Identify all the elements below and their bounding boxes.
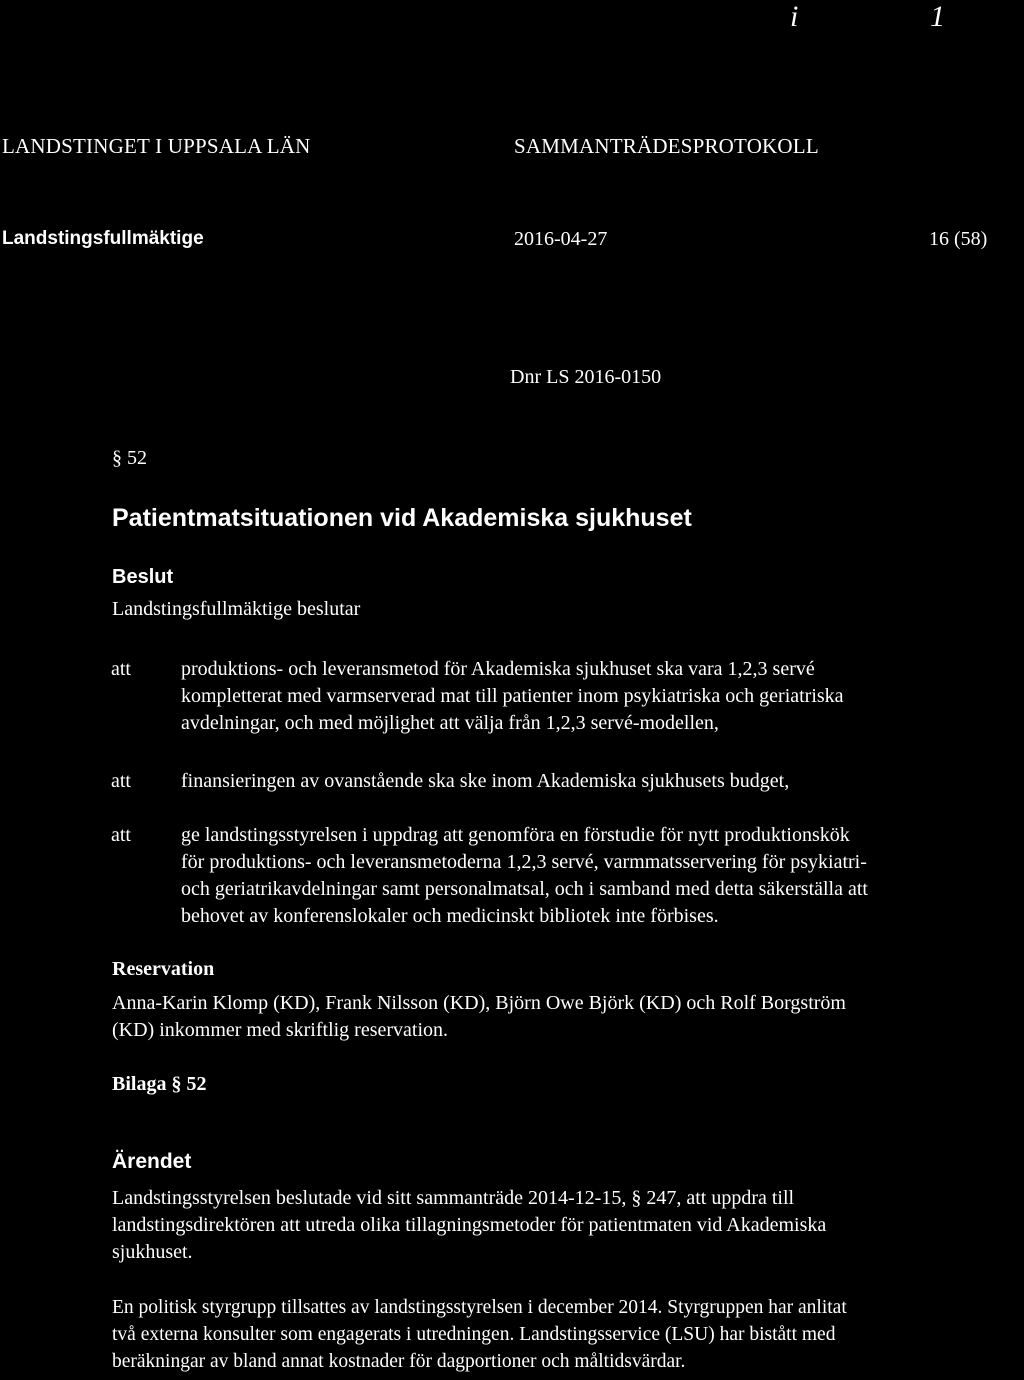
decision-item-1-line-2: kompletterat med varmserverad mat till patienter inom psykiatriska och geriatriska	[181, 685, 844, 707]
arendet-p2-line-1: En politisk styrgrupp tillsattes av landstingsstyrelsen i december 2014. Styrgruppen har anlitat	[112, 1297, 847, 1318]
decision-item-1-label: att	[111, 658, 131, 680]
meeting-date: 2016-04-27	[514, 228, 608, 250]
beslut-intro: Landstingsfullmäktige beslutar	[112, 598, 361, 620]
organization-name: LANDSTINGET I UPPSALA LÄN	[2, 134, 311, 158]
reservation-text	[112, 990, 1017, 1044]
reservation-line-2: (KD) inkommer med skriftlig reservation.	[112, 1019, 449, 1041]
arendet-p1-line-1: Landstingsstyrelsen beslutade vid sitt sammanträde 2014-12-15, § 247, att uppdra till	[112, 1187, 795, 1209]
decision-item-2-label: att	[111, 770, 131, 792]
decision-item-3-line-2: för produktions- och leveransmetoderna 1,2,3 servé, varmmatsservering för psykiatri-	[181, 851, 867, 873]
arendet-paragraph-2	[112, 1294, 1022, 1375]
decision-item-3-line-1: ge landstingsstyrelsen i uppdrag att genomföra en förstudie för nytt produktionskök	[181, 824, 850, 846]
decision-item-2-line-1: finansieringen av ovanstående ska ske inom Akademiska sjukhusets budget,	[181, 770, 790, 792]
decision-item-3-label: att	[111, 824, 131, 846]
arendet-p2-line-2: två externa konsulter som engagerats i utredningen. Landstingsservice (LSU) har bistått med	[112, 1324, 836, 1345]
beslut-heading: Beslut	[112, 566, 174, 588]
arendet-paragraph-1	[112, 1185, 1017, 1266]
attachment-reference: Bilaga § 52	[112, 1073, 207, 1095]
reservation-heading: Reservation	[112, 958, 215, 980]
document-type: SAMMANTRÄDESPROTOKOLL	[514, 134, 819, 158]
arendet-p1-line-2: landstingsdirektören att utreda olika tillagningsmetoder för patientmaten vid Akademiska	[112, 1214, 827, 1236]
handwritten-initial-2: 1	[930, 0, 945, 33]
decision-item-2-text	[181, 768, 1024, 795]
arendet-p1-line-3: sjukhuset.	[112, 1241, 193, 1263]
decision-body: Landstingsfullmäktige	[2, 228, 204, 249]
decision-item-1-text	[181, 656, 1024, 737]
decision-item-1-line-3: avdelningar, och med möjlighet att välja från 1,2,3 servé-modellen,	[181, 712, 719, 734]
case-title: Patientmatsituationen vid Akademiska sjukhuset	[112, 504, 692, 532]
reservation-line-1: Anna-Karin Klomp (KD), Frank Nilsson (KD), Björn Owe Björk (KD) och Rolf Borgström	[112, 992, 846, 1014]
decision-item-3-line-4: behovet av konferenslokaler och medicinskt bibliotek inte förbises.	[181, 905, 719, 927]
page-number: 16 (58)	[929, 228, 988, 250]
handwritten-initial-1: i	[790, 0, 799, 33]
paragraph-number: § 52	[112, 447, 147, 469]
decision-item-1-line-1: produktions- och leveransmetod för Akademiska sjukhuset ska vara 1,2,3 servé	[181, 658, 815, 680]
case-number: Dnr LS 2016-0150	[510, 366, 662, 388]
decision-item-3-line-3: och geriatrikavdelningar samt personalmatsal, och i samband med detta säkerställa att	[181, 878, 868, 900]
decision-item-3-text	[181, 822, 1024, 930]
arendet-heading: Ärendet	[112, 1150, 192, 1173]
arendet-p2-line-3: beräkningar av bland annat kostnader för dagportioner och måltidsvärdar.	[112, 1351, 686, 1372]
